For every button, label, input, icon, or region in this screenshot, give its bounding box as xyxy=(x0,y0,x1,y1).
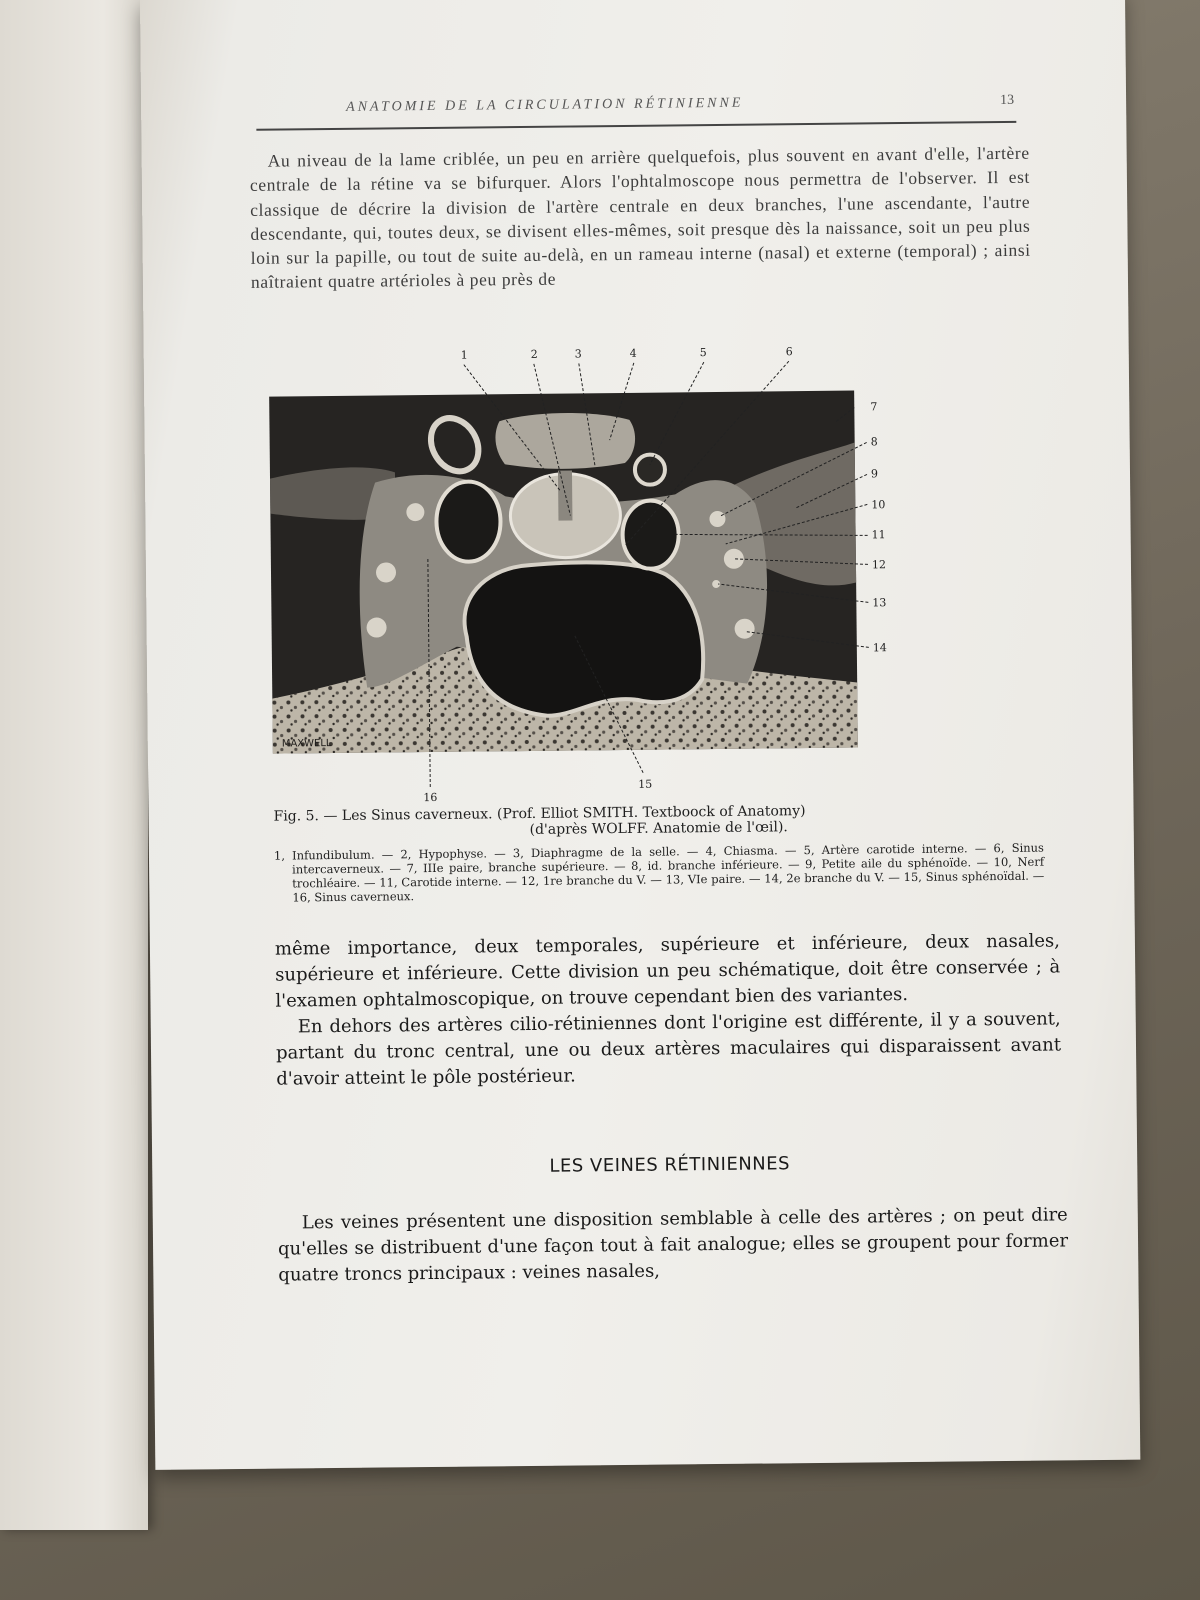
paragraph-top: Au niveau de la lame criblée, un peu en arrière quelquefois, plus souvent en avant d'elle, l'artère centrale de la rétine va se bifurquer. Alors l'ophtalmoscope nous permettra de l'observer. Il est classique de décrire la division de l'artère centrale en deux branches, l'une ascendante, l'autre descendante, qui, toutes deux, se divisent elles-mêmes, soit presque dès la naissance, soit un peu plus loin sur la papille, ou tout de suite au-delà, en un rameau interne (nasal) et externe (temporal) ; ainsi naîtraient quatre artérioles à peu près de xyxy=(249,142,1031,293)
figure-caption xyxy=(273,801,1044,905)
body-paragraph-1: même importance, deux temporales, supérieure et inférieure, deux nasales, supérieure et inférieure. Cette division un peu schématique, doit être conservée ; à l'examen ophtalmoscopique, on trouve cependant bien des variantes. xyxy=(274,930,1061,1012)
figure-legend: 1, Infundibulum. — 2, Hypophyse. — 3, Diaphragme de la selle. — 4, Chiasma. — 5, Artère carotide interne. — 6, Sinus intercaverneux. — 7, IIIe paire, branche supérieure. — 8, id. branche inférieure. — 9, Petite aile du sphénoïde. — 10, Nerf trochléaire. — 11, Carotide interne. — 12, 1re branche du V. — 13, VIe paire. — 14, 2e branche du V. — 15, Sinus sphénoïdal. — 16, Sinus caverneux. xyxy=(273,840,1045,905)
carotid-left xyxy=(436,481,501,562)
anatomical-figure xyxy=(254,341,1019,809)
label-12: 12 xyxy=(871,558,887,572)
running-head xyxy=(256,91,1016,131)
page-number: 13 xyxy=(1000,92,1015,108)
sphenoidal-sinus xyxy=(464,561,704,716)
illustrator-signature: MAXWELL xyxy=(281,738,332,750)
book-page xyxy=(140,0,1140,1470)
body-continuation xyxy=(275,928,1062,1092)
chiasma xyxy=(495,412,635,469)
label-4: 4 xyxy=(629,346,637,360)
label-16: 16 xyxy=(423,790,438,805)
running-head-title: ANATOMIE DE LA CIRCULATION RÉTINIENNE xyxy=(346,95,744,115)
carotid-ring-right xyxy=(635,455,665,485)
label-1: 1 xyxy=(460,348,468,362)
label-9: 9 xyxy=(870,467,879,481)
label-7: 7 xyxy=(870,400,878,414)
caption-line-2: (d'après WOLFF. Anatomie de l'œil). xyxy=(529,819,788,838)
label-6: 6 xyxy=(785,345,793,359)
label-14: 14 xyxy=(872,641,887,655)
section-heading: LES VEINES RÉTINIENNES xyxy=(549,1153,791,1177)
label-15: 15 xyxy=(638,777,653,791)
figure-illustration xyxy=(254,341,1019,809)
caption-line-1: Fig. 5. — Les Sinus caverneux. (Prof. Elliot SMITH. Textboock of Anatomy) xyxy=(273,803,806,825)
label-3: 3 xyxy=(574,347,582,361)
label-13: 13 xyxy=(872,596,887,610)
label-10: 10 xyxy=(871,498,886,512)
left-page-edge xyxy=(0,0,148,1530)
body-paragraph-2: En dehors des artères cilio-rétiniennes dont l'origine est différente, il y a souvent, partant du tronc central, une ou deux artères maculaires qui disparaissent avant d'avoir atteint le pôle postérieur. xyxy=(275,1008,1062,1090)
carotid-right xyxy=(622,500,679,569)
label-2: 2 xyxy=(530,347,538,361)
label-11: 11 xyxy=(871,528,886,542)
label-8: 8 xyxy=(870,435,878,449)
label-5: 5 xyxy=(699,346,707,360)
section-paragraph-1: Les veines présentent une disposition semblable à celle des artères ; on peut dire qu'elles se distribuent d'une façon tout à fait analogue; elles se groupent pour former quatre troncs principaux : veines nasales, xyxy=(277,1204,1069,1286)
